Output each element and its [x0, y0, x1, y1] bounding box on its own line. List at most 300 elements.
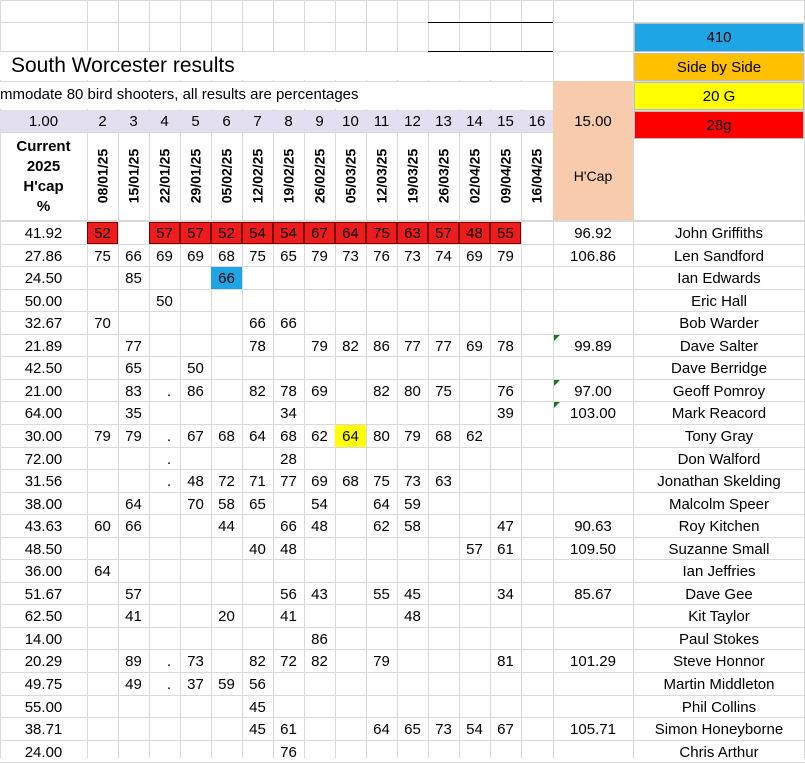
score-cell — [211, 402, 242, 424]
score-cell: . — [166, 427, 171, 445]
row-hcap: 85.67 — [574, 585, 612, 603]
score-cell — [366, 290, 397, 312]
score-cell — [304, 673, 335, 695]
score-cell — [521, 515, 553, 537]
score-cell: 79 — [311, 337, 328, 355]
score-cell: 76 — [373, 247, 390, 265]
score-cell: 59 — [404, 495, 421, 513]
score-cell — [118, 312, 149, 334]
score-cell — [304, 402, 335, 424]
row-pct: 31.56 — [24, 472, 63, 490]
date-header — [304, 136, 335, 216]
score-cell — [335, 718, 366, 740]
score-cell — [335, 583, 366, 605]
date-label: 26/03/25 — [435, 148, 452, 204]
score-cell: 54 — [273, 222, 304, 244]
score-cell: 80 — [373, 427, 390, 445]
score-cell — [490, 290, 521, 312]
row-pct: 36.00 — [24, 562, 63, 580]
score-cell — [211, 312, 242, 334]
row-pct: 27.86 — [24, 247, 63, 265]
score-cell — [459, 312, 490, 334]
score-cell: 59 — [218, 675, 235, 693]
score-cell — [180, 290, 211, 312]
row-hcap — [553, 696, 633, 718]
shooter-name: John Griffiths — [674, 224, 764, 242]
score-cell: 69 — [311, 382, 328, 400]
row-hcap: 96.92 — [574, 224, 612, 242]
score-cell — [428, 605, 459, 627]
row-hcap — [553, 673, 633, 695]
score-cell — [149, 402, 180, 424]
score-cell — [242, 583, 273, 605]
score-cell: 77 — [404, 337, 421, 355]
score-cell: . — [166, 382, 171, 400]
shooter-name: Dave Salter — [679, 337, 759, 355]
score-cell — [304, 312, 335, 334]
current-hcap-header — [0, 135, 87, 219]
score-cell — [366, 605, 397, 627]
score-cell — [459, 696, 490, 718]
score-cell: 54 — [311, 495, 328, 513]
score-cell — [180, 560, 211, 582]
row-pct: 41.92 — [24, 224, 63, 242]
date-label: 19/02/25 — [280, 148, 297, 204]
score-cell — [490, 312, 521, 334]
column-number: 2 — [98, 113, 107, 130]
score-cell — [242, 267, 273, 289]
score-cell: 79 — [373, 652, 390, 670]
score-cell — [428, 312, 459, 334]
column-number: 13 — [435, 113, 452, 130]
date-label: 05/03/25 — [342, 148, 359, 204]
score-cell — [242, 290, 273, 312]
score-cell — [459, 650, 490, 672]
score-cell: 62 — [466, 427, 483, 445]
score-cell — [180, 515, 211, 537]
score-cell — [335, 741, 366, 763]
score-cell: 73 — [342, 247, 359, 265]
score-cell — [459, 267, 490, 289]
score-cell: 66 — [280, 314, 297, 332]
score-cell — [87, 628, 118, 650]
date-header — [397, 136, 428, 216]
score-cell — [366, 267, 397, 289]
date-header — [273, 136, 304, 216]
score-cell — [366, 402, 397, 424]
score-cell: 66 — [280, 517, 297, 535]
score-cell — [397, 560, 428, 582]
score-cell — [521, 357, 553, 379]
score-cell: 28 — [280, 450, 297, 468]
score-cell: 78 — [249, 337, 266, 355]
score-cell: 63 — [397, 222, 428, 244]
score-cell — [149, 538, 180, 560]
shooter-name: Bob Warder — [679, 314, 759, 332]
score-cell — [521, 222, 553, 244]
score-cell — [428, 741, 459, 763]
date-header — [459, 136, 490, 216]
score-cell — [521, 538, 553, 560]
score-cell — [490, 425, 521, 447]
score-cell: 48 — [311, 517, 328, 535]
score-cell — [397, 538, 428, 560]
column-number: 15 — [497, 113, 514, 130]
score-cell — [180, 312, 211, 334]
score-cell — [521, 493, 553, 515]
score-cell: 83 — [125, 382, 142, 400]
score-cell — [118, 628, 149, 650]
page-title: South Worcester results — [11, 54, 235, 77]
score-cell — [211, 628, 242, 650]
score-cell — [490, 448, 521, 470]
score-cell: 81 — [497, 652, 514, 670]
row-hcap — [553, 425, 633, 447]
score-cell — [242, 402, 273, 424]
score-cell — [521, 312, 553, 334]
row-hcap — [553, 267, 633, 289]
score-cell: 68 — [218, 427, 235, 445]
score-cell: 82 — [311, 652, 328, 670]
score-cell — [211, 448, 242, 470]
row-hcap — [553, 290, 633, 312]
score-cell — [366, 357, 397, 379]
score-cell — [428, 538, 459, 560]
score-cell: 67 — [187, 427, 204, 445]
date-label: 29/01/25 — [187, 148, 204, 204]
score-cell — [490, 470, 521, 492]
row-pct: 38.00 — [24, 495, 63, 513]
score-cell — [490, 673, 521, 695]
shooter-name: Steve Honnor — [673, 652, 765, 670]
score-cell — [242, 448, 273, 470]
score-cell — [87, 448, 118, 470]
row-pct: 43.63 — [24, 517, 63, 535]
date-header — [180, 136, 211, 216]
date-header — [335, 136, 366, 216]
row-pct: 21.00 — [24, 382, 63, 400]
score-cell — [87, 696, 118, 718]
score-cell: 62 — [311, 427, 328, 445]
score-cell — [521, 245, 553, 267]
current-hcap-header-line: 2025 — [26, 158, 61, 175]
score-cell: 64 — [373, 495, 390, 513]
row-hcap — [553, 628, 633, 650]
score-cell — [335, 515, 366, 537]
score-cell — [149, 357, 180, 379]
row-pct: 50.00 — [24, 292, 63, 310]
score-cell — [118, 741, 149, 763]
score-cell: 72 — [280, 652, 297, 670]
score-cell — [335, 493, 366, 515]
score-cell: 66 — [125, 517, 142, 535]
row-hcap: 99.89 — [574, 337, 612, 355]
score-cell — [211, 718, 242, 740]
score-cell: 35 — [125, 404, 142, 422]
score-cell — [304, 605, 335, 627]
score-cell — [490, 560, 521, 582]
row-pct: 42.50 — [24, 359, 63, 377]
score-cell — [335, 628, 366, 650]
border-line — [428, 51, 553, 52]
score-cell — [459, 515, 490, 537]
score-cell — [428, 448, 459, 470]
shooter-name: Phil Collins — [681, 698, 757, 716]
score-cell — [521, 741, 553, 763]
current-hcap-header-line: H'cap — [23, 178, 64, 195]
score-cell — [273, 267, 304, 289]
score-cell — [149, 515, 180, 537]
score-cell — [273, 357, 304, 379]
row-hcap — [553, 605, 633, 627]
score-cell: 54 — [466, 720, 483, 738]
row-pct: 30.00 — [24, 427, 63, 445]
date-label: 08/01/25 — [94, 148, 111, 204]
column-number: 8 — [284, 113, 293, 130]
date-header — [118, 136, 149, 216]
date-header — [521, 136, 552, 216]
score-cell — [459, 493, 490, 515]
score-cell — [521, 560, 553, 582]
gridline — [0, 0, 805, 1]
score-cell — [428, 290, 459, 312]
score-cell — [459, 380, 490, 402]
score-cell — [335, 402, 366, 424]
score-cell — [521, 718, 553, 740]
score-cell — [521, 290, 553, 312]
score-cell — [397, 673, 428, 695]
score-cell — [335, 448, 366, 470]
date-label: 12/03/25 — [373, 148, 390, 204]
score-cell: 45 — [249, 720, 266, 738]
score-cell — [521, 425, 553, 447]
score-cell: 65 — [404, 720, 421, 738]
score-cell — [87, 605, 118, 627]
score-cell: 64 — [249, 427, 266, 445]
score-cell — [521, 583, 553, 605]
score-cell — [211, 560, 242, 582]
shooter-name: Martin Middleton — [663, 675, 775, 693]
score-cell — [304, 741, 335, 763]
score-cell — [490, 357, 521, 379]
score-cell: 86 — [311, 630, 328, 648]
score-cell — [87, 470, 118, 492]
score-cell: 34 — [497, 585, 514, 603]
score-cell: 82 — [373, 382, 390, 400]
column-number: 16 — [528, 113, 546, 130]
score-cell — [149, 628, 180, 650]
score-cell — [87, 267, 118, 289]
shooter-name: Ian Jeffries — [682, 562, 756, 580]
score-cell — [304, 448, 335, 470]
score-cell: 44 — [218, 517, 235, 535]
score-cell — [428, 267, 459, 289]
comment-indicator[interactable] — [554, 380, 560, 386]
score-cell — [459, 560, 490, 582]
shooter-name: Kit Taylor — [688, 607, 750, 625]
score-cell — [242, 515, 273, 537]
hcap-header: H'Cap — [573, 168, 613, 184]
score-cell: 72 — [218, 472, 235, 490]
comment-indicator[interactable] — [554, 402, 560, 408]
score-cell — [87, 357, 118, 379]
score-cell: 48 — [280, 540, 297, 558]
score-cell: 45 — [404, 585, 421, 603]
score-cell — [521, 448, 553, 470]
row-hcap — [553, 560, 633, 582]
date-label: 26/02/25 — [311, 148, 328, 204]
date-label: 12/02/25 — [249, 148, 266, 204]
score-cell — [304, 696, 335, 718]
score-cell: . — [166, 675, 171, 693]
date-label: 22/01/25 — [156, 148, 173, 204]
shooter-name: Jonathan Skelding — [657, 472, 781, 490]
row-pct: 55.00 — [24, 698, 63, 716]
date-label: 15/01/25 — [125, 148, 142, 204]
score-cell — [304, 718, 335, 740]
row-hcap: 90.63 — [574, 517, 612, 535]
score-cell — [304, 538, 335, 560]
score-cell: 82 — [342, 337, 359, 355]
row-pct: 21.89 — [24, 337, 63, 355]
score-cell — [366, 538, 397, 560]
score-cell — [211, 380, 242, 402]
score-cell: 68 — [280, 427, 297, 445]
score-cell — [397, 267, 428, 289]
column-number: 4 — [160, 113, 169, 130]
score-cell — [304, 290, 335, 312]
score-cell — [428, 493, 459, 515]
row-hcap: 106.86 — [570, 247, 616, 265]
score-cell — [149, 605, 180, 627]
score-cell — [180, 628, 211, 650]
score-cell: 65 — [249, 495, 266, 513]
score-cell — [180, 605, 211, 627]
column-number: 10 — [342, 113, 359, 130]
score-cell: 69 — [187, 247, 204, 265]
shooter-name: Tony Gray — [684, 427, 754, 445]
score-cell — [521, 605, 553, 627]
row-pct: 64.00 — [24, 404, 63, 422]
score-cell: 61 — [497, 540, 514, 558]
score-cell — [87, 402, 118, 424]
score-cell — [521, 673, 553, 695]
date-header — [428, 136, 459, 216]
score-cell: 61 — [280, 720, 297, 738]
score-cell: 56 — [280, 585, 297, 603]
score-cell — [211, 583, 242, 605]
score-cell: 57 — [466, 540, 483, 558]
score-cell — [87, 290, 118, 312]
column-number: 3 — [129, 113, 138, 130]
score-cell — [521, 402, 553, 424]
row-pct: 48.50 — [24, 540, 63, 558]
score-cell — [118, 290, 149, 312]
score-cell: 57 — [125, 585, 142, 603]
score-cell — [428, 696, 459, 718]
score-cell — [242, 357, 273, 379]
score-cell: 77 — [435, 337, 452, 355]
score-cell — [180, 718, 211, 740]
score-cell — [335, 696, 366, 718]
score-cell — [397, 448, 428, 470]
date-header — [490, 136, 521, 216]
score-cell — [118, 470, 149, 492]
score-cell: 75 — [249, 247, 266, 265]
score-cell: 48 — [404, 607, 421, 625]
score-cell — [87, 493, 118, 515]
shooter-name: Ian Edwards — [677, 269, 761, 287]
score-cell: 67 — [497, 720, 514, 738]
date-header — [149, 136, 180, 216]
score-cell — [87, 380, 118, 402]
row-pct: 20.29 — [24, 652, 63, 670]
score-cell: 69 — [156, 247, 173, 265]
score-cell: 41 — [125, 607, 142, 625]
score-cell — [87, 741, 118, 763]
row-pct: 38.71 — [24, 720, 63, 738]
score-cell: 80 — [404, 382, 421, 400]
score-cell — [304, 357, 335, 379]
border-line — [428, 22, 553, 23]
score-cell — [366, 628, 397, 650]
column-number: 9 — [315, 113, 324, 130]
score-cell — [118, 560, 149, 582]
score-cell — [242, 628, 273, 650]
column-number: 6 — [222, 113, 231, 130]
score-cell — [211, 696, 242, 718]
score-cell: 66 — [125, 247, 142, 265]
score-cell: 48 — [187, 472, 204, 490]
score-cell — [428, 357, 459, 379]
score-cell — [273, 493, 304, 515]
score-cell: 75 — [435, 382, 452, 400]
score-cell — [149, 718, 180, 740]
score-cell — [366, 448, 397, 470]
score-cell — [459, 448, 490, 470]
score-cell — [118, 696, 149, 718]
score-cell: 68 — [435, 427, 452, 445]
score-cell — [335, 290, 366, 312]
score-cell: 52 — [211, 222, 242, 244]
score-cell: 64 — [335, 425, 366, 447]
row-hcap: 103.00 — [570, 404, 616, 422]
score-cell — [428, 402, 459, 424]
score-cell — [335, 267, 366, 289]
score-cell: 79 — [311, 247, 328, 265]
score-cell: 54 — [242, 222, 273, 244]
score-cell: 86 — [187, 382, 204, 400]
score-cell: 73 — [435, 720, 452, 738]
score-cell — [335, 380, 366, 402]
score-cell: 73 — [404, 472, 421, 490]
score-cell: 64 — [335, 222, 366, 244]
score-cell: 43 — [311, 585, 328, 603]
score-cell — [397, 357, 428, 379]
score-cell — [149, 583, 180, 605]
score-cell — [304, 560, 335, 582]
score-cell — [118, 448, 149, 470]
score-cell — [397, 402, 428, 424]
shooter-name: Malcolm Speer — [668, 495, 770, 513]
comment-indicator[interactable] — [554, 335, 560, 341]
current-hcap-header-line: % — [36, 198, 51, 215]
score-cell — [490, 493, 521, 515]
score-cell — [459, 290, 490, 312]
score-cell — [273, 335, 304, 357]
score-cell: 65 — [280, 247, 297, 265]
row-pct: 72.00 — [24, 450, 63, 468]
